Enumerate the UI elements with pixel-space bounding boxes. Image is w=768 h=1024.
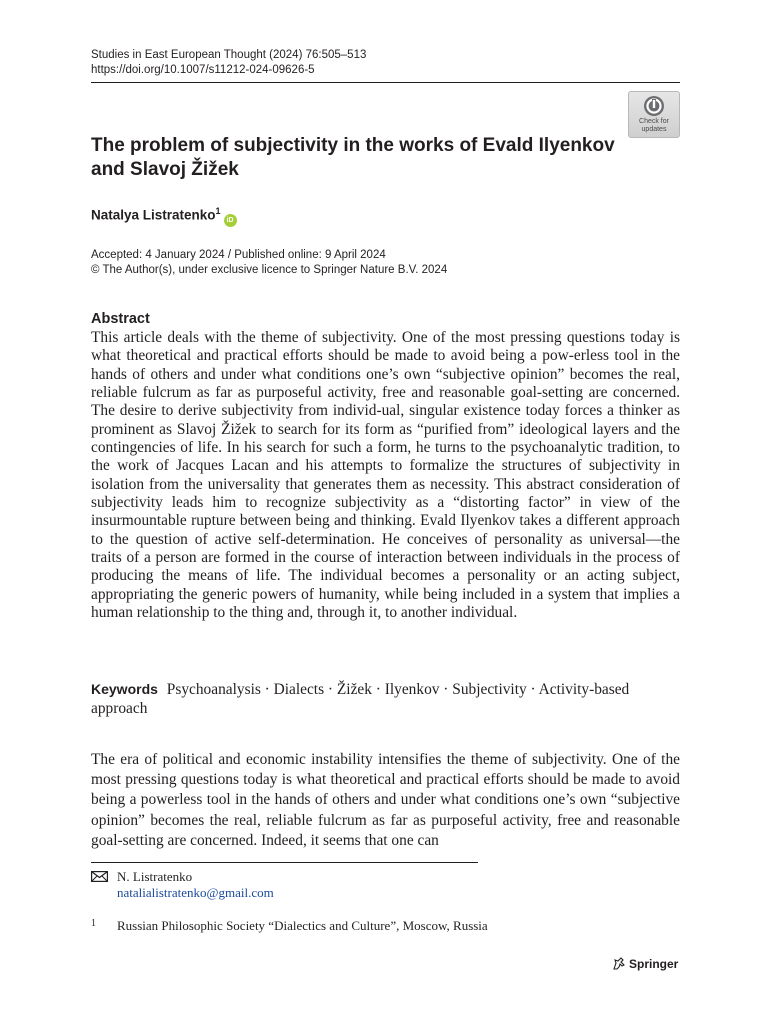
author-name[interactable]: Natalya Listratenko (91, 207, 216, 223)
keywords-section (91, 680, 651, 718)
crossmark-icon (643, 95, 665, 117)
keywords-list: Psychoanalysis · Dialects · Žižek · Ilyenkov · Subjectivity · Activity-based approach (91, 681, 630, 717)
affiliation-mark: 1 (215, 206, 221, 216)
abstract-heading: Abstract (91, 311, 150, 327)
springer-horse-icon (612, 957, 626, 971)
abstract-text: This article deals with the theme of subjectivity. One of the most pressing questions today is what theoretical and practical efforts should be made to avoid being a pow-erless tool in the hands of others and under what conditions one’s own “subjective opinion” becomes the real, reliable fulcrum as far as purposeful activity, free and reasonable goal-setting are concerned. The desire to derive subjectivity from individ-ual, singular existence today forces a thinker as prominent as Slavoj Žižek to search for its form as “purified from” ideological layers and the contingencies of life. In his search for such a form, he turns to the psychoanalytic tradition, to the work of Jacques Lacan and his attempts to formalize the structures of subjectivity in isolation from the universality that generates them as necessity. This abstract consideration of subjectivity leads him to recognize subjectivity as a “distorting factor” in view of the insurmountable rupture between being and thinking. Evald Ilyenkov takes a different approach to the question of active self-determination. He conceives of personality as universal—the traits of a person are formed in the course of interaction between individuals in the process of producing the means of life. The individual becomes a personality or an acting subject, appropriating the generic powers of humanity, while being included in a system that implies a human relationship to the thing and, through it, to another individual. (91, 329, 680, 621)
copyright-notice: © The Author(s), under exclusive licence to Springer Nature B.V. 2024 (91, 264, 448, 276)
envelope-icon (91, 871, 108, 882)
correspondence-name: N. Listratenko (117, 869, 193, 884)
orcid-icon[interactable]: iD (224, 214, 237, 227)
doi-link[interactable]: https://doi.org/10.1007/s11212-024-09626-5 (91, 64, 315, 76)
journal-reference: Studies in East European Thought (2024) 76:505–513 (91, 49, 367, 61)
body-paragraph: The era of political and economic instability intensifies the theme of subjectivity. One of the most pressing questions today is what theoretical and practical efforts should be made to avoid being a powerless tool in the hands of others and under what conditions one’s own “subjective opinion” becomes the real, reliable fulcrum as far as purposeful activity, free and reasonable goal-setting are concerned. Indeed, it seems that one can (91, 751, 680, 849)
crossmark-label-line1: Check for (639, 118, 669, 125)
publication-dates: Accepted: 4 January 2024 / Published online: 9 April 2024 (91, 249, 386, 261)
correspondence-email[interactable]: natalialistratenko@gmail.com (117, 885, 274, 900)
affiliation-number: 1 (91, 918, 96, 929)
affiliation-text: Russian Philosophic Society “Dialectics and Culture”, Moscow, Russia (117, 918, 488, 933)
publisher-name: Springer (629, 957, 679, 971)
author-line (91, 206, 237, 227)
check-for-updates-badge[interactable] (628, 91, 680, 138)
keywords-label: Keywords (91, 681, 158, 697)
article-title: The problem of subjectivity in the works of Evald Ilyenkov and Slavoj Žižek (91, 135, 615, 180)
header-rule (91, 82, 680, 83)
publisher-logo (612, 957, 678, 971)
crossmark-label-line2: updates (641, 126, 667, 133)
footnote-rule (91, 862, 478, 863)
